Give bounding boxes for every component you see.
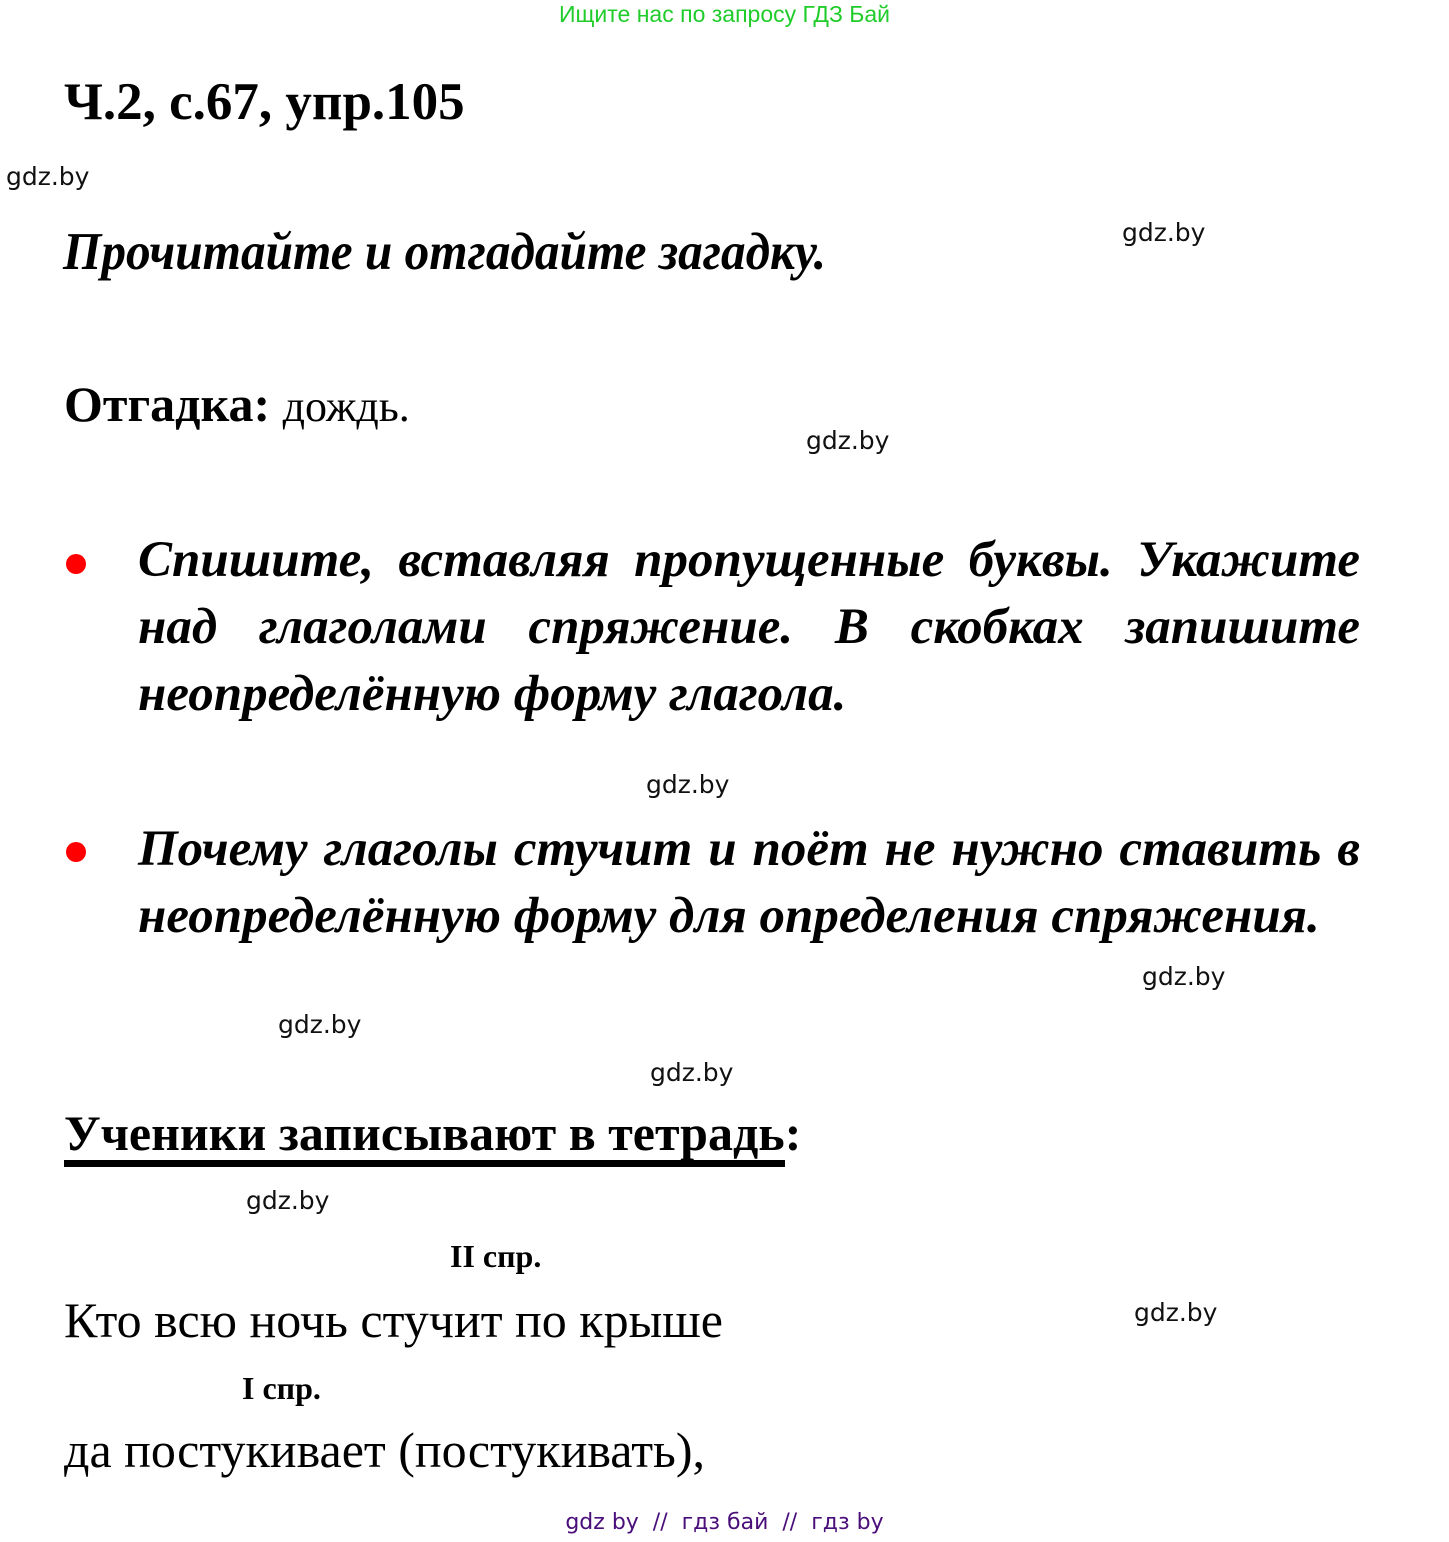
watermark: gdz.by [6,162,90,191]
notebook-heading-colon: : [784,1105,802,1161]
notebook-line: Кто всю ночь стучит по крыше [64,1292,723,1348]
watermark: gdz.by [278,1010,362,1039]
top-banner: Ищите нас по запросу ГДЗ Бай [558,1,891,27]
conjugation-label: I спр. [242,1370,321,1406]
notebook-heading [64,1102,801,1167]
watermark: gdz.by [646,770,730,799]
watermark: gdz.by [1134,1298,1218,1327]
watermark: gdz.by [1122,218,1206,247]
answer [64,372,410,439]
watermark: gdz.by [1142,962,1226,991]
footer-watermark: gdz by // гдз бай // гдз by [565,1510,884,1535]
watermark: gdz.by [246,1186,330,1215]
bullet-instruction-1: Спишите, вставляя пропущенные буквы. Укажите над глаголами спряжение. В скобках запишите неопределённую форму глагола. [138,532,1360,722]
notebook-heading-text: Ученики записывают в тетрадь [64,1106,785,1167]
bullet-instruction-2: Почему глаголы стучит и поёт не нужно ставить в неопределённую форму для определения спряжения. [138,821,1360,944]
watermark: gdz.by [650,1058,734,1087]
answer-value: дождь. [282,382,410,431]
notebook-line: да постукивает (постукивать), [64,1422,705,1478]
watermark: gdz.by [806,426,890,455]
conjugation-label: II спр. [450,1238,542,1274]
answer-label: Отгадка: [64,376,271,432]
page-title: Ч.2, с.67, упр.105 [64,73,465,131]
red-bullet-dot-icon [66,842,86,862]
red-bullet-dot-icon [66,554,86,574]
task-instruction: Прочитайте и отгадайте загадку. [63,223,827,281]
